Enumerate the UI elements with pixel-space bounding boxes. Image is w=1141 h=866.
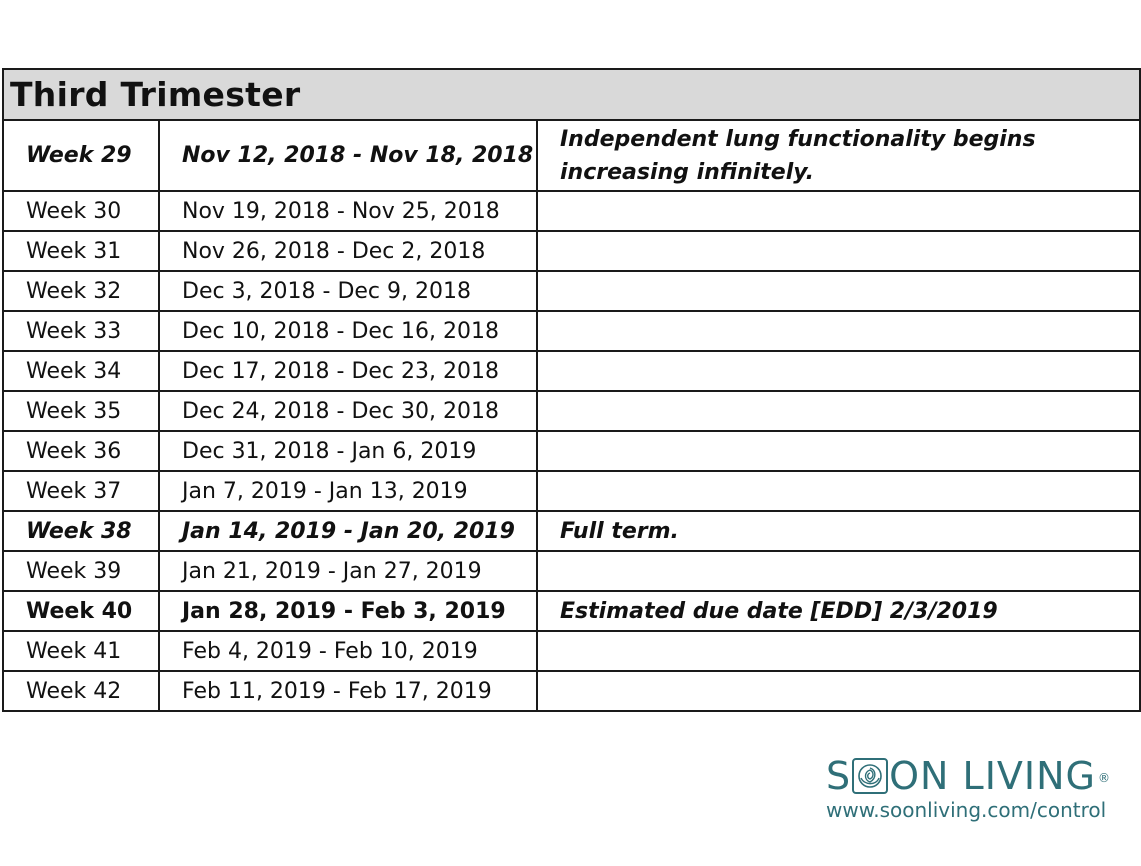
note-cell: Independent lung functionality begins increasing infinitely. (537, 120, 1140, 191)
dates-cell: Dec 10, 2018 - Dec 16, 2018 (159, 311, 537, 351)
table-row (3, 351, 1140, 391)
week-cell: Week 33 (3, 311, 159, 351)
table-row (3, 511, 1140, 551)
table-row (3, 591, 1140, 631)
week-cell: Week 38 (3, 511, 159, 551)
note-cell (537, 631, 1140, 671)
table-row (3, 311, 1140, 351)
table-row (3, 271, 1140, 311)
week-cell: Week 37 (3, 471, 159, 511)
week-cell: Week 30 (3, 191, 159, 231)
dates-cell: Jan 28, 2019 - Feb 3, 2019 (159, 591, 537, 631)
dates-cell: Nov 12, 2018 - Nov 18, 2018 (159, 120, 537, 191)
dates-cell: Dec 3, 2018 - Dec 9, 2018 (159, 271, 537, 311)
logo-text-before: S (826, 754, 852, 798)
note-cell (537, 351, 1140, 391)
trimester-table (2, 68, 1141, 712)
website-url[interactable]: www.soonliving.com/control (826, 798, 1107, 822)
note-cell (537, 231, 1140, 271)
table-row (3, 191, 1140, 231)
logo-text-after: ON LIVING (889, 754, 1096, 798)
dates-cell: Feb 4, 2019 - Feb 10, 2019 (159, 631, 537, 671)
dates-cell: Feb 11, 2019 - Feb 17, 2019 (159, 671, 537, 711)
week-cell: Week 35 (3, 391, 159, 431)
soon-living-logo (826, 752, 1138, 796)
week-cell: Week 32 (3, 271, 159, 311)
note-cell: Estimated due date [EDD] 2/3/2019 (537, 591, 1140, 631)
logo-wordmark (826, 752, 1138, 800)
rose-mark-icon (852, 758, 888, 794)
dates-cell: Dec 24, 2018 - Dec 30, 2018 (159, 391, 537, 431)
note-cell (537, 431, 1140, 471)
table-row (3, 391, 1140, 431)
week-cell: Week 41 (3, 631, 159, 671)
dates-cell: Dec 31, 2018 - Jan 6, 2019 (159, 431, 537, 471)
week-cell: Week 40 (3, 591, 159, 631)
dates-cell: Dec 17, 2018 - Dec 23, 2018 (159, 351, 537, 391)
note-cell (537, 311, 1140, 351)
dates-cell: Nov 26, 2018 - Dec 2, 2018 (159, 231, 537, 271)
table-row (3, 431, 1140, 471)
dates-cell: Jan 7, 2019 - Jan 13, 2019 (159, 471, 537, 511)
table-row (3, 671, 1140, 711)
table-row (3, 231, 1140, 271)
dates-cell: Jan 21, 2019 - Jan 27, 2019 (159, 551, 537, 591)
week-cell: Week 39 (3, 551, 159, 591)
note-cell (537, 391, 1140, 431)
trimester-table-container (2, 68, 1139, 712)
table-row (3, 471, 1140, 511)
registered-mark: ® (1098, 771, 1111, 785)
note-cell: Full term. (537, 511, 1140, 551)
table-row (3, 631, 1140, 671)
note-cell (537, 551, 1140, 591)
note-cell (537, 191, 1140, 231)
note-cell (537, 471, 1140, 511)
week-cell: Week 34 (3, 351, 159, 391)
note-cell (537, 671, 1140, 711)
week-cell: Week 36 (3, 431, 159, 471)
note-cell (537, 271, 1140, 311)
table-row (3, 551, 1140, 591)
dates-cell: Jan 14, 2019 - Jan 20, 2019 (159, 511, 537, 551)
week-cell: Week 29 (3, 120, 159, 191)
dates-cell: Nov 19, 2018 - Nov 25, 2018 (159, 191, 537, 231)
table-title: Third Trimester (3, 69, 1140, 120)
week-cell: Week 31 (3, 231, 159, 271)
table-row (3, 120, 1140, 191)
week-cell: Week 42 (3, 671, 159, 711)
